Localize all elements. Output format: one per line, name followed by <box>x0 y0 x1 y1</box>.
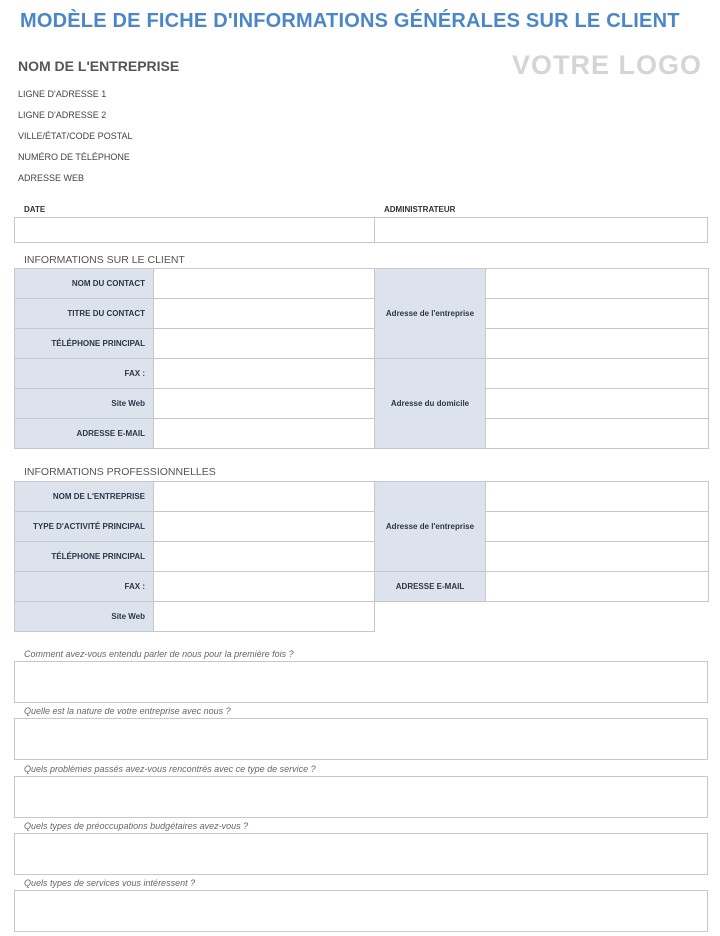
answer-box-3[interactable] <box>14 776 708 818</box>
home-address-field-3[interactable] <box>486 419 709 449</box>
business-address-field-2[interactable] <box>486 299 709 329</box>
fax-label: FAX : <box>15 359 154 389</box>
question-3: Quels problèmes passés avez-vous rencontrés avec ce type de service ? <box>24 764 316 774</box>
professional-section-title: INFORMATIONS PROFESSIONNELLES <box>24 466 216 478</box>
pro-email-label: ADRESSE E-MAIL <box>375 572 486 602</box>
pro-email-field[interactable] <box>486 572 709 602</box>
date-label: DATE <box>24 205 46 214</box>
contact-name-field[interactable] <box>154 269 375 299</box>
main-phone-field[interactable] <box>154 329 375 359</box>
pro-main-phone-label: TÉLÉPHONE PRINCIPAL <box>15 542 154 572</box>
date-field[interactable] <box>14 217 375 243</box>
home-address-label: Adresse du domicile <box>375 359 486 449</box>
page-title: MODÈLE DE FICHE D'INFORMATIONS GÉNÉRALES SUR LE CLIENT <box>20 10 680 32</box>
pro-fax-label: FAX : <box>15 572 154 602</box>
pro-business-address-field-3[interactable] <box>486 542 709 572</box>
contact-name-label: NOM DU CONTACT <box>15 269 154 299</box>
pro-main-phone-field[interactable] <box>154 542 375 572</box>
web-address: ADRESSE WEB <box>18 173 85 183</box>
pro-business-address-field-2[interactable] <box>486 512 709 542</box>
contact-title-field[interactable] <box>154 299 375 329</box>
main-phone-label: TÉLÉPHONE PRINCIPAL <box>15 329 154 359</box>
phone-number: NUMÉRO DE TÉLÉPHONE <box>18 152 130 162</box>
business-address-field-1[interactable] <box>486 269 709 299</box>
answer-box-2[interactable] <box>14 718 708 760</box>
address-line-1: LIGNE D'ADRESSE 1 <box>18 89 107 99</box>
email-field[interactable] <box>154 419 375 449</box>
business-address-field-3[interactable] <box>486 329 709 359</box>
email-label: ADRESSE E-MAIL <box>15 419 154 449</box>
website-field[interactable] <box>154 389 375 419</box>
pro-website-field[interactable] <box>154 602 375 632</box>
answer-box-1[interactable] <box>14 661 708 703</box>
business-address-label: Adresse de l'entreprise <box>375 269 486 359</box>
question-2: Quelle est la nature de votre entreprise avec nous ? <box>24 706 231 716</box>
pro-business-address-label: Adresse de l'entreprise <box>375 482 486 572</box>
client-section-title: INFORMATIONS SUR LE CLIENT <box>24 254 185 266</box>
question-1: Comment avez-vous entendu parler de nous pour la première fois ? <box>24 649 294 659</box>
answer-box-4[interactable] <box>14 833 708 875</box>
professional-info-table <box>14 481 709 632</box>
address-line-2: LIGNE D'ADRESSE 2 <box>18 110 107 120</box>
contact-title-label: TITRE DU CONTACT <box>15 299 154 329</box>
activity-type-label: TYPE D'ACTIVITÉ PRINCIPAL <box>15 512 154 542</box>
company-name: NOM DE L'ENTREPRISE <box>18 58 180 74</box>
activity-type-field[interactable] <box>154 512 375 542</box>
pro-company-name-field[interactable] <box>154 482 375 512</box>
question-5: Quels types de services vous intéressent ? <box>24 878 196 888</box>
city-state-zip: VILLE/ÉTAT/CODE POSTAL <box>18 131 133 141</box>
empty-area <box>375 602 709 632</box>
question-4: Quels types de préoccupations budgétaires avez-vous ? <box>24 821 249 831</box>
admin-field[interactable] <box>374 217 708 243</box>
logo-placeholder: VOTRE LOGO <box>511 50 702 80</box>
pro-company-name-label: NOM DE L'ENTREPRISE <box>15 482 154 512</box>
client-info-table <box>14 268 709 449</box>
admin-label: ADMINISTRATEUR <box>384 205 456 214</box>
website-label: Site Web <box>15 389 154 419</box>
home-address-field-2[interactable] <box>486 389 709 419</box>
fax-field[interactable] <box>154 359 375 389</box>
pro-business-address-field-1[interactable] <box>486 482 709 512</box>
pro-website-label: Site Web <box>15 602 154 632</box>
pro-fax-field[interactable] <box>154 572 375 602</box>
answer-box-5[interactable] <box>14 890 708 932</box>
home-address-field-1[interactable] <box>486 359 709 389</box>
